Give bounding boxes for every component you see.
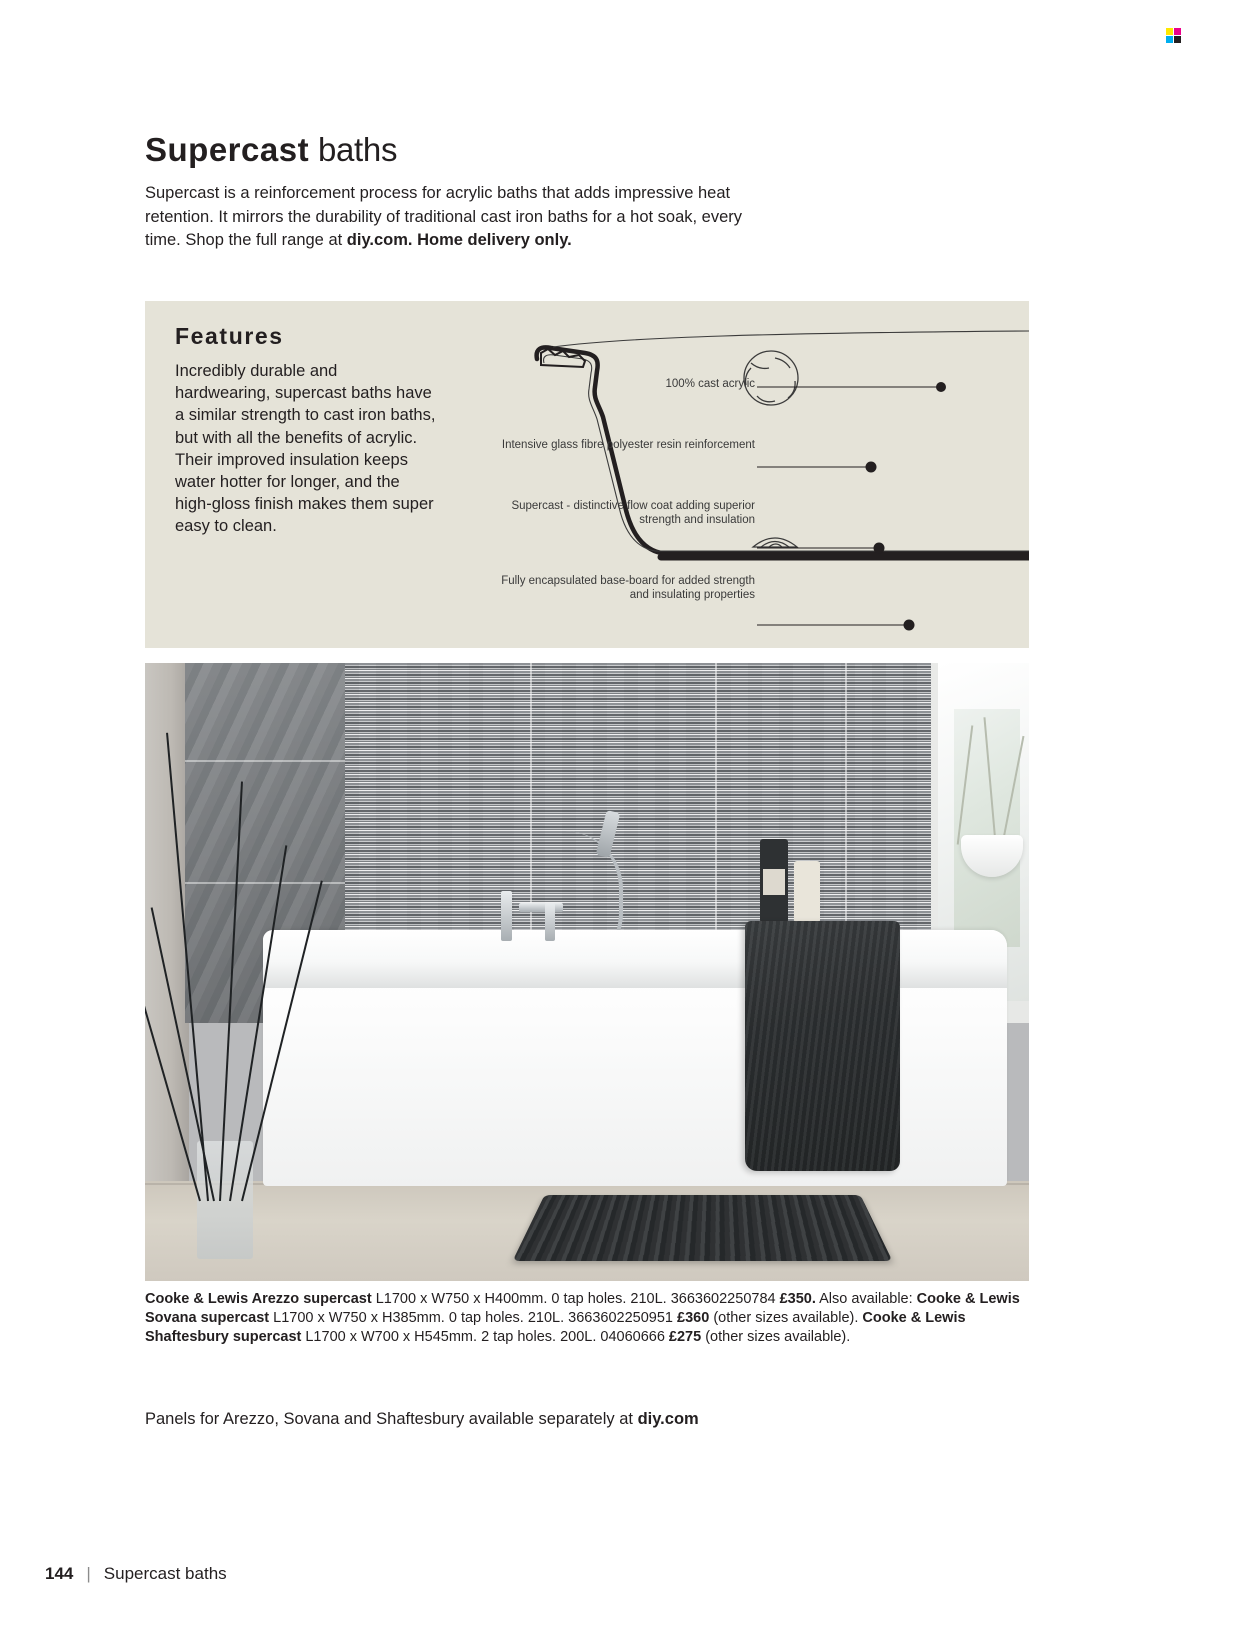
diagram-label-flow-coat: Supercast - distinctive flow coat adding superior strength and insulation xyxy=(511,500,755,527)
intro-bold: diy.com. Home delivery only. xyxy=(346,231,572,250)
photo-bottle-light xyxy=(794,861,820,923)
registration-mark-icon xyxy=(1166,28,1182,44)
page-title-bold: Supercast xyxy=(145,131,310,168)
photo-window-branch xyxy=(957,725,974,844)
caption-product-3-name: Cooke & Lewis Shaftesbury supercast xyxy=(145,1309,966,1345)
registration-swatch-yellow xyxy=(1166,28,1173,35)
caption-product-2-tail: (other sizes available). xyxy=(709,1309,863,1326)
registration-swatch-black xyxy=(1174,36,1181,43)
diagram-label-acrylic: 100% cast acrylic xyxy=(665,378,755,390)
bathroom-photo xyxy=(145,663,1029,1281)
photo-towel xyxy=(745,921,900,1171)
registration-swatch-cyan xyxy=(1166,36,1173,43)
caption-product-1-price: £350. xyxy=(779,1291,816,1307)
panels-note-link[interactable]: diy.com xyxy=(637,1410,699,1428)
diagram-label-base-board: Fully encapsulated base-board for added strength and insulating properties xyxy=(501,575,755,602)
photo-branch xyxy=(151,907,215,1201)
photo-tap-body xyxy=(545,903,555,941)
page-title-rest: baths xyxy=(309,131,398,168)
panels-availability-note xyxy=(145,1408,1025,1430)
photo-bath-tap xyxy=(497,885,567,943)
caption-product-2-specs: L1700 x W750 x H385mm. 0 tap holes. 210L. 3663602250951 xyxy=(269,1309,678,1326)
caption-product-3-price: £275 xyxy=(668,1328,702,1345)
footer-separator: | xyxy=(86,1564,91,1583)
features-panel xyxy=(145,301,1029,648)
photo-tap-lever xyxy=(501,891,512,941)
photo-bath-mat xyxy=(513,1195,893,1261)
diagram-label-resin: Intensive glass fibre polyester resin reinforcement xyxy=(501,439,755,451)
caption-product-3-tail: (other sizes available). xyxy=(701,1328,851,1345)
page-title xyxy=(145,132,905,168)
photo-bottle-dark xyxy=(760,839,788,923)
caption-product-2-price: £360 xyxy=(677,1309,710,1326)
caption-product-1-name: Cooke & Lewis Arezzo supercast xyxy=(145,1291,372,1307)
page-header xyxy=(145,132,905,253)
footer-page-number: 144 xyxy=(45,1564,74,1583)
caption-also-available: Also available: xyxy=(815,1291,917,1307)
photo-window-branch xyxy=(1002,736,1025,844)
bath-cross-section-diagram xyxy=(475,301,1029,648)
intro-plain: Supercast is a reinforcement process for acrylic baths that adds impressive heat retention. It mirrors the durability of traditional cast iron baths for a hot soak, every time. Shop the full range at xyxy=(145,184,743,250)
photo-decorative-branches xyxy=(155,715,275,1281)
features-text-block xyxy=(175,323,437,538)
page-footer xyxy=(45,1564,227,1584)
waste-outlet-icon xyxy=(753,538,797,547)
photo-window-glass xyxy=(954,709,1020,947)
features-body: Incredibly durable and hardwearing, supercast baths have a similar strength to cast iron baths, but with all the benefits of acrylic. Their improved insulation keeps water hotter for longer, and the high-gloss finish makes them super easy to clean. xyxy=(175,362,436,536)
photo-branch xyxy=(166,733,209,1201)
footer-section-title: Supercast baths xyxy=(103,1564,227,1583)
leader-acrylic xyxy=(757,382,946,392)
product-caption xyxy=(145,1290,1025,1347)
panels-note-plain: Panels for Arezzo, Sovana and Shaftesbury available separately at xyxy=(145,1410,638,1428)
caption-product-3-specs: L1700 x W700 x H545mm. 2 tap holes. 200L. 04060666 xyxy=(301,1328,669,1345)
photo-tap-spout xyxy=(519,903,563,912)
registration-swatch-magenta xyxy=(1174,28,1181,35)
features-heading: Features xyxy=(175,323,284,349)
intro-paragraph xyxy=(145,182,770,252)
leader-resin xyxy=(757,462,877,473)
caption-product-2-name: Cooke & Lewis Sovana supercast xyxy=(145,1291,1020,1326)
caption-product-1-specs: L1700 x W750 x H400mm. 0 tap holes. 210L. 3663602250784 xyxy=(371,1291,780,1307)
leader-base-board xyxy=(757,620,915,631)
